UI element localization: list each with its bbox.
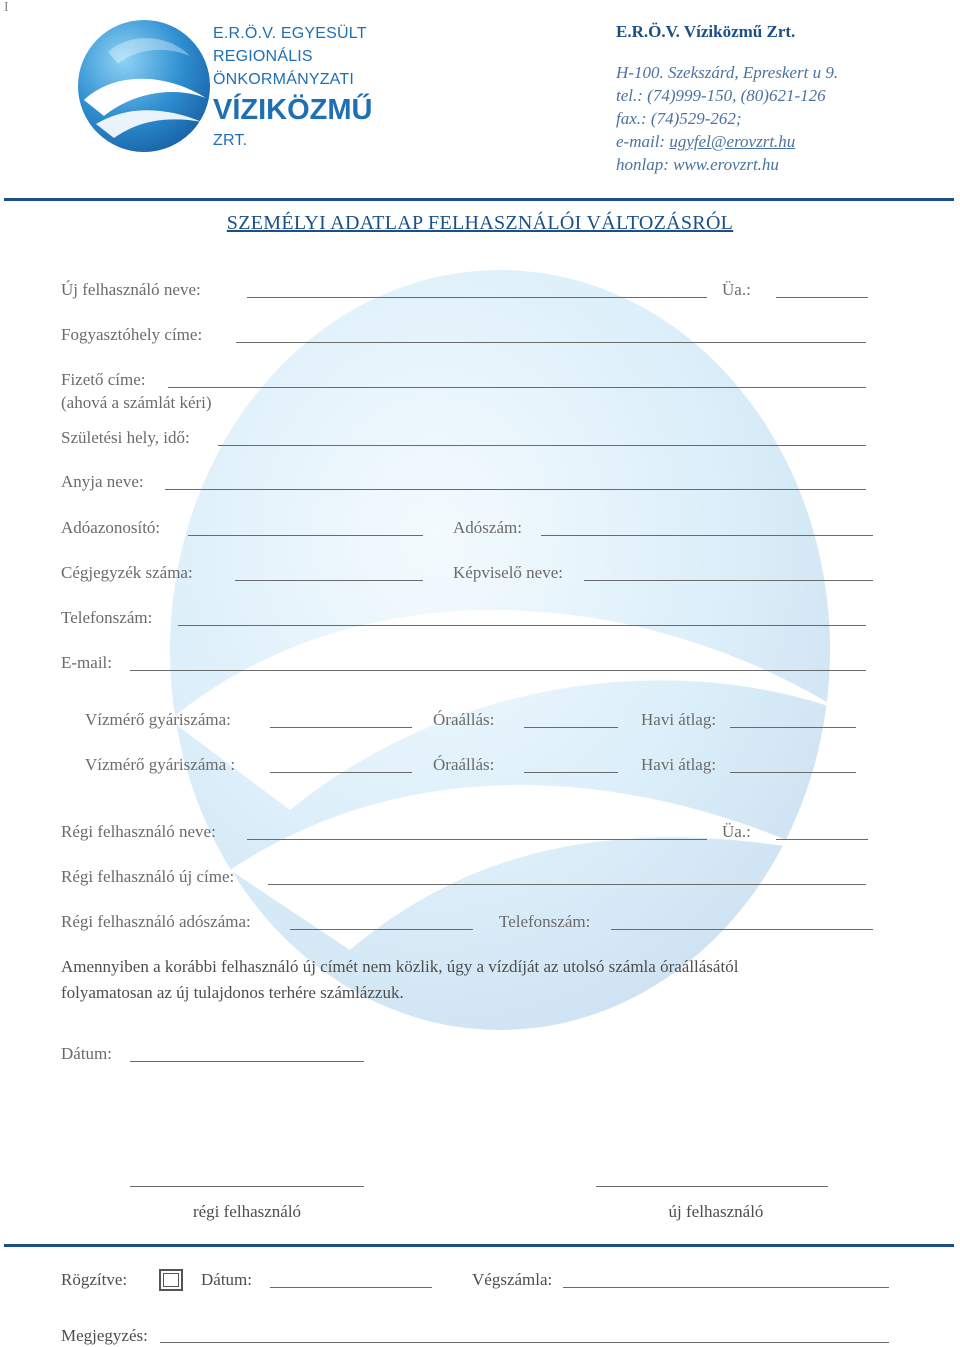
cegjegyzek-field[interactable] (235, 580, 423, 581)
vizmero1-field[interactable] (270, 727, 412, 728)
anyja-field[interactable] (165, 489, 866, 490)
signature-old-label: régi felhasználó (192, 1202, 302, 1221)
footer-rule (4, 1244, 954, 1247)
company-fax: fax.: (74)529-262; (616, 109, 742, 128)
szuletesi-field[interactable] (218, 445, 866, 446)
anyja-label: Anyja neve: (61, 472, 144, 491)
fizeto-note: (ahová a számlát kéri) (61, 393, 212, 412)
vizmero1-label: Vízmérő gyáriszáma: (85, 710, 231, 729)
telefon-label: Telefonszám: (61, 608, 153, 627)
adoszam-field[interactable] (541, 535, 873, 536)
form-title: SZEMÉLYI ADATLAP FELHASZNÁLÓI VÁLTOZÁSRÓL (226, 212, 734, 234)
regi-telefon-field[interactable] (611, 929, 873, 930)
havi1-field[interactable] (730, 727, 856, 728)
email-label: E-mail: (61, 653, 112, 672)
header-rule (4, 198, 954, 201)
regi-telefon-label: Telefonszám: (499, 912, 591, 931)
notice-line-1: Amennyiben a korábbi felhasználó új címét nem közlik, úgy a vízdíját az utolsó számla óraállásától (61, 957, 739, 976)
company-email-link[interactable]: ugyfel@erovzrt.hu (669, 132, 796, 151)
fogyasztohely-label: Fogyasztóhely címe: (61, 325, 203, 344)
havi2-field[interactable] (730, 772, 856, 773)
fogyasztohely-field[interactable] (236, 342, 866, 343)
logo-suffix: ZRT. (213, 132, 248, 149)
company-email-label: e-mail: (616, 132, 670, 151)
havi2-label: Havi átlag: (641, 755, 717, 774)
logo-big: VÍZIKÖZMŰ (213, 94, 373, 126)
company-web[interactable]: honlap: www.erovzrt.hu (616, 155, 779, 174)
oraallas2-label: Óraállás: (433, 755, 495, 774)
fizeto-field[interactable] (168, 387, 866, 388)
oraallas1-label: Óraállás: (433, 710, 495, 729)
regi-cim-label: Régi felhasználó új címe: (61, 867, 235, 886)
rogzitve-label: Rögzítve: (61, 1270, 128, 1289)
signature-new-label: új felhasználó (668, 1202, 764, 1221)
cegjegyzek-label: Cégjegyzék száma: (61, 563, 193, 582)
adoazonosito-label: Adóazonosító: (61, 518, 161, 537)
company-name: E.R.Ö.V. Víziközmű Zrt. (616, 22, 796, 41)
email-field[interactable] (130, 670, 866, 671)
logo-line-1: E.R.Ö.V. EGYESÜLT (213, 25, 367, 42)
uj-nev-label: Új felhasználó neve: (61, 280, 201, 299)
megjegyzes-label: Megjegyzés: (61, 1326, 148, 1345)
signature-old-line[interactable] (130, 1186, 364, 1187)
rogzitve-checkbox[interactable] (159, 1269, 183, 1291)
vizmero2-field[interactable] (270, 772, 412, 773)
footer-datum-label: Dátum: (201, 1270, 252, 1289)
notice-line-2: folyamatosan az új tulajdonos terhére számlázzuk. (61, 983, 404, 1002)
megjegyzes-field[interactable] (160, 1342, 889, 1343)
uj-ua-field[interactable] (776, 297, 868, 298)
regi-nev-field[interactable] (247, 839, 707, 840)
regi-cim-field[interactable] (268, 884, 866, 885)
vegszamla-label: Végszámla: (472, 1270, 553, 1289)
havi1-label: Havi átlag: (641, 710, 717, 729)
uj-ua-label: Üa.: (722, 280, 751, 299)
uj-nev-field[interactable] (247, 297, 707, 298)
kepviselo-field[interactable] (584, 580, 873, 581)
regi-ado-field[interactable] (290, 929, 473, 930)
datum-field[interactable] (130, 1061, 364, 1062)
logo-text (213, 22, 373, 152)
logo-line-3: ÖNKORMÁNYZATI (213, 71, 354, 88)
signature-new-line[interactable] (596, 1186, 828, 1187)
szuletesi-label: Születési hely, idő: (61, 428, 190, 447)
fizeto-label: Fizető címe: (61, 370, 146, 389)
company-logo (74, 12, 214, 160)
regi-ado-label: Régi felhasználó adószáma: (61, 912, 251, 931)
datum-label: Dátum: (61, 1044, 112, 1063)
footer-datum-field[interactable] (270, 1287, 432, 1288)
oraallas2-field[interactable] (524, 772, 618, 773)
regi-ua-field[interactable] (776, 839, 868, 840)
regi-ua-label: Üa.: (722, 822, 751, 841)
company-email-row (616, 130, 838, 153)
company-tel: tel.: (74)999-150, (80)621-126 (616, 86, 826, 105)
kepviselo-label: Képviselő neve: (453, 563, 563, 582)
adoszam-label: Adószám: (453, 518, 522, 537)
oraallas1-field[interactable] (524, 727, 618, 728)
telefon-field[interactable] (178, 625, 866, 626)
adoazonosito-field[interactable] (188, 535, 423, 536)
regi-nev-label: Régi felhasználó neve: (61, 822, 216, 841)
vegszamla-field[interactable] (563, 1287, 889, 1288)
logo-line-2: REGIONÁLIS (213, 48, 313, 65)
company-info (616, 20, 838, 176)
company-address: H-100. Szekszárd, Epreskert u 9. (616, 63, 839, 82)
page-marker: I (4, 0, 9, 15)
vizmero2-label: Vízmérő gyáriszáma : (85, 755, 236, 774)
